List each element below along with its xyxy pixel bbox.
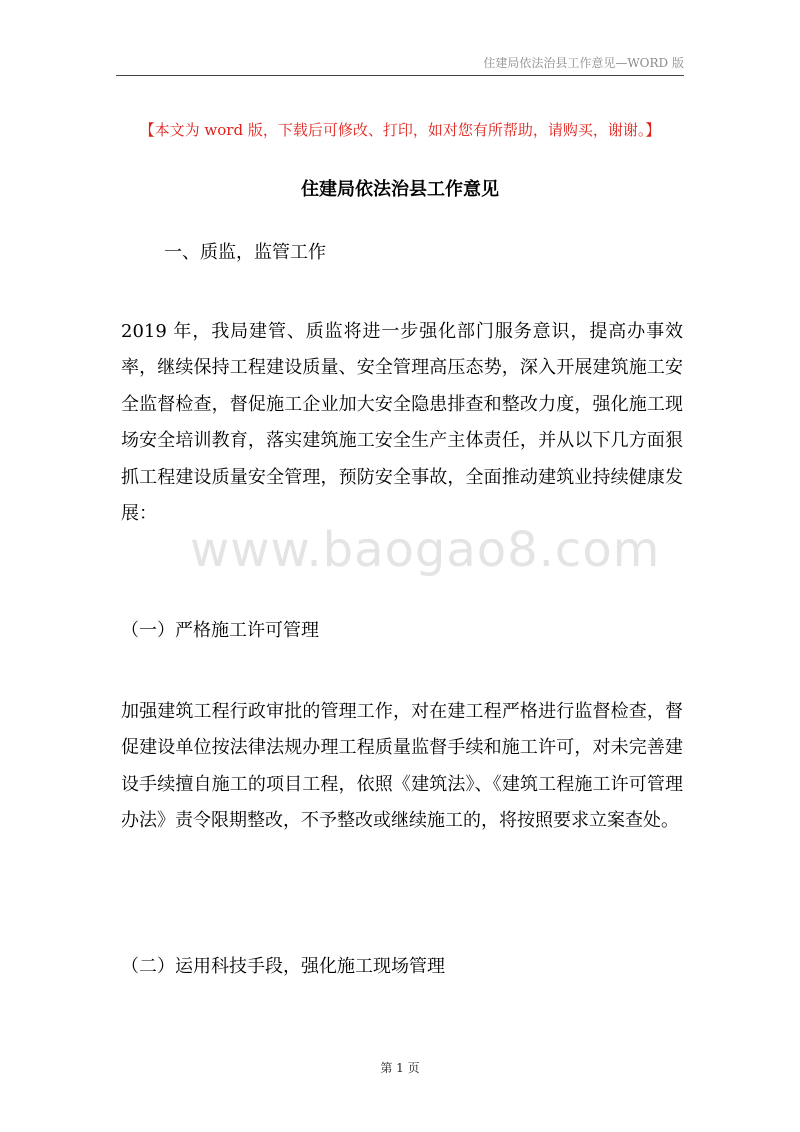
document-title: 住建局依法治县工作意见 bbox=[301, 179, 499, 200]
subheading-permit-management: （一）严格施工许可管理 bbox=[121, 620, 319, 641]
permit-management-paragraph: 加强建筑工程行政审批的管理工作，对在建工程严格进行监督检查，督促建设单位按法律法规办理工程质量监督手续和施工许可，对未完善建设手续擅自施工的项目工程，依照《建筑法》、《建筑工程施工许可管理办法》责令限期整改，不予整改或继续施工的，将按照要求立案查处。 bbox=[121, 701, 683, 832]
watermark: www.baogao8.com bbox=[190, 522, 661, 578]
page-number: 第 1 页 bbox=[380, 1061, 420, 1075]
purchase-notice: 【本文为 word 版，下载后可修改、打印，如对您有所帮助，请购买，谢谢。】 bbox=[139, 121, 661, 139]
intro-paragraph: 2019 年，我局建管、质监将进一步强化部门服务意识，提高办事效率，继续保持工程建设质量、安全管理高压态势，深入开展建筑施工安全监督检查，督促施工企业加大安全隐患排查和整改力度，强化施工现场安全培训教育，落实建筑施工安全生产主体责任，并从以下几方面狠抓工程建设质量安全管理，预防安全事故，全面推动建筑业持续健康发展： bbox=[121, 321, 683, 525]
running-header: 住建局依法治县工作意见—WORD 版 bbox=[483, 56, 684, 70]
section-heading: 一、质监，监管工作 bbox=[164, 242, 326, 263]
subheading-technology-site-management: （二）运用科技手段，强化施工现场管理 bbox=[121, 956, 445, 977]
header-divider bbox=[116, 75, 684, 76]
